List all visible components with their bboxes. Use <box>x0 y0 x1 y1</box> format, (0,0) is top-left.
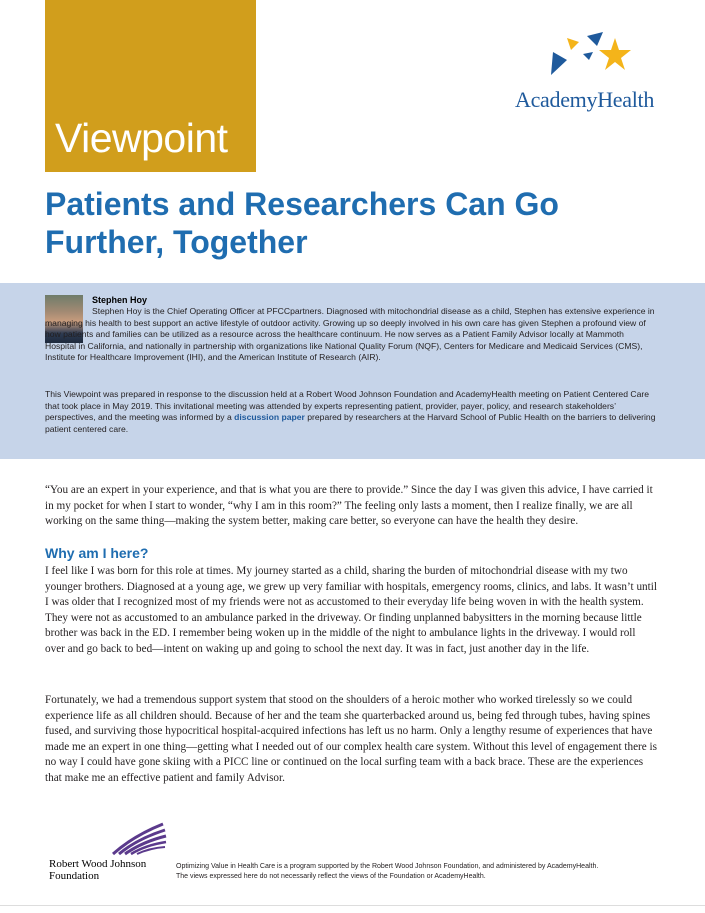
academyhealth-logo <box>505 30 675 120</box>
context-text-before: This Viewpoint was prepared in response to the discussion held at a Robert Wood Johnson Foundation and AcademyHealth meeting on Patient Centered Care that took place in May 2019. This invitational meeting was attended by experts representing patient, provider, payer, policy, and research stakeholders’ perspectives, and the meeting was informed by a <box>45 389 649 422</box>
academyhealth-stars-icon <box>545 30 635 85</box>
context-text-after: prepared by researchers at the Harvard School of Public Health on the barriers to delivering patient centered care. <box>45 412 656 434</box>
footer-note-line1: Optimizing Value in Health Care is a program supported by the Robert Wood Johnson Foundation, and administered by AcademyHealth. <box>176 863 599 870</box>
section-heading: Why am I here? <box>45 545 149 561</box>
rwjf-name-line2: Foundation <box>49 870 100 882</box>
page-title: Patients and Researchers Can Go Further, Together <box>45 186 559 260</box>
discussion-paper-link[interactable]: discussion paper <box>234 412 305 422</box>
body-paragraph-2: Fortunately, we had a tremendous support system that stood on the shoulders of a heroic mother who worked tirelessly so we could experience life as all children should. Because of her and the team she quarterbacked around us, being fed through tubes, having spines fused, and surviving those hypocritical hospital-acquired infections has left us no harm. Only a lengthy resume of experiences that have made me an expert in one thing—getting what I needed out of our complex health care system. Without this level of engagement there is no way I could have gone skiing with a PICC line or continued on the local surfing team with a back brace. These are the experiences that make me an effective patient and family Advisor. <box>45 694 657 784</box>
author-bio: Stephen Hoy is the Chief Operating Officer at PFCCpartners. Diagnosed with mitochondrial disease as a child, Stephen has extensive experience in managing his health to best support an active lifestyle of outdoor activity. Growing up so deeply involved in his own care has given Stephen a profound view of how patients and families can be utilized as a resource across the healthcare continuum. He now serves as a Patient Family Advisor locally at Mammoth Hospital in California, and nationally in partnership with organizations like National Quality Forum (NQF), Centers for Medicare and Medicaid Services (CMS), Institute for Healthcare Improvement (IHI), and the American Institute of Research (AIR). <box>45 306 655 362</box>
footer-note <box>176 862 666 881</box>
rwjf-swoosh-icon <box>45 822 170 856</box>
bottom-divider <box>0 905 705 906</box>
context-paragraph <box>45 389 657 435</box>
academyhealth-wordmark: AcademyHealth <box>515 87 655 112</box>
author-name: Stephen Hoy <box>92 295 148 305</box>
author-bio-box <box>0 283 705 459</box>
body-paragraph-1: I feel like I was born for this role at times. My journey started as a child, sharing the burden of mitochondrial disease with my two younger brothers. Diagnosed at a young age, we grew up very familiar with hospitals, emergency rooms, clinics, and labs. It wasn’t until I was older that I recognized most of my friends were not as accustomed to their everyday life being woven in with the health system. They were not as accustomed to an ambulance parked in the driveway. Or finding unplanned babysitters in the morning because little brother was back in the ED. I remember being woken up in the middle of the night to ambulance lights in the driveway. I would roll over and go back to bed—intent on waking up and going to school the next day. It was in fact, just another day in the life. <box>45 565 657 655</box>
intro-paragraph: “You are an expert in your experience, and that is what you are there to provide.” Since the day I was given this advice, I have carried it in my pocket for when I start to wonder, “why I am in this room?” The feeling only lasts a moment, then I realize finally, we are all working on the same thing—making the system better, making care better, so everyone can have the health they desire. <box>45 484 653 527</box>
viewpoint-banner <box>45 0 256 172</box>
rwjf-logo <box>45 822 170 882</box>
banner-label: Viewpoint <box>55 115 228 161</box>
rwjf-name-line1: Robert Wood Johnson <box>49 858 147 870</box>
footer-note-line2: The views expressed here do not necessarily reflect the views of the Foundation or AcademyHealth. <box>176 872 486 880</box>
rwjf-name <box>49 858 146 882</box>
